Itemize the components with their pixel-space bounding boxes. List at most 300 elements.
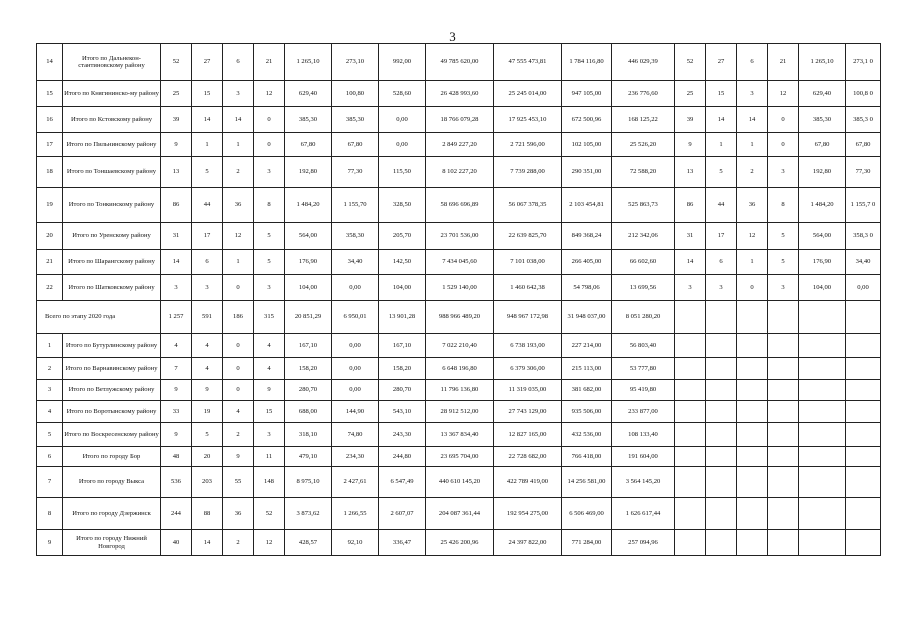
cell-col-16 — [799, 358, 846, 380]
cell-col-11: 3 564 145,20 — [612, 467, 675, 498]
cell-col-15 — [768, 301, 799, 334]
cell-col-17 — [846, 498, 881, 530]
cell-col-1: 52 — [161, 44, 192, 81]
cell-col-7: 2 607,07 — [379, 498, 426, 530]
cell-col-6: 77,30 — [332, 157, 379, 188]
table-row — [37, 467, 881, 498]
cell-col-7: 158,20 — [379, 358, 426, 380]
row-name: Итого по городу Выкса — [63, 467, 161, 498]
cell-col-6: 100,80 — [332, 81, 379, 107]
cell-col-10: 381 682,00 — [562, 380, 612, 401]
cell-col-5: 8 975,10 — [285, 467, 332, 498]
table-row — [37, 157, 881, 188]
row-number: 6 — [37, 447, 63, 467]
cell-col-9: 25 245 014,00 — [494, 81, 562, 107]
cell-col-2: 5 — [192, 423, 223, 447]
table-row — [37, 380, 881, 401]
cell-col-15 — [768, 467, 799, 498]
cell-col-4: 0 — [254, 107, 285, 133]
cell-col-16 — [799, 467, 846, 498]
cell-col-9: 47 555 473,81 — [494, 44, 562, 81]
cell-col-14 — [737, 530, 768, 556]
cell-col-6: 0,00 — [332, 380, 379, 401]
cell-col-8: 28 912 512,00 — [426, 401, 494, 423]
row-name: Итого по Воротынскому району — [63, 401, 161, 423]
cell-col-4: 21 — [254, 44, 285, 81]
cell-col-5: 167,10 — [285, 334, 332, 358]
cell-col-13: 15 — [706, 81, 737, 107]
cell-col-14: 0 — [737, 275, 768, 301]
cell-col-7: 167,10 — [379, 334, 426, 358]
cell-col-10: 935 506,00 — [562, 401, 612, 423]
cell-col-9: 22 639 825,70 — [494, 223, 562, 250]
page-number: 3 — [449, 29, 456, 44]
cell-col-1: 14 — [161, 250, 192, 275]
row-number: 2 — [37, 358, 63, 380]
row-name: Итого по Тоншаевскому району — [63, 157, 161, 188]
cell-col-11: 53 777,80 — [612, 358, 675, 380]
cell-col-3: 4 — [223, 401, 254, 423]
row-number: 16 — [37, 107, 63, 133]
cell-col-16: 1 484,20 — [799, 188, 846, 223]
cell-col-11: 95 419,80 — [612, 380, 675, 401]
cell-col-14 — [737, 498, 768, 530]
cell-col-13 — [706, 401, 737, 423]
cell-col-3: 2 — [223, 423, 254, 447]
cell-col-11: 212 342,06 — [612, 223, 675, 250]
cell-col-16: 1 265,10 — [799, 44, 846, 81]
cell-col-5: 1 484,20 — [285, 188, 332, 223]
cell-col-2: 1 — [192, 133, 223, 157]
cell-col-10: 672 500,96 — [562, 107, 612, 133]
table-row — [37, 223, 881, 250]
cell-col-13 — [706, 447, 737, 467]
cell-col-10: 290 351,00 — [562, 157, 612, 188]
cell-col-1: 48 — [161, 447, 192, 467]
row-number: 22 — [37, 275, 63, 301]
cell-col-6: 1 266,55 — [332, 498, 379, 530]
cell-col-5: 67,80 — [285, 133, 332, 157]
row-number: 8 — [37, 498, 63, 530]
cell-col-2: 15 — [192, 81, 223, 107]
cell-col-9: 7 739 288,00 — [494, 157, 562, 188]
housing-program-table — [36, 43, 881, 556]
cell-col-15 — [768, 334, 799, 358]
cell-col-12 — [675, 530, 706, 556]
cell-col-6: 1 155,70 — [332, 188, 379, 223]
cell-col-12 — [675, 358, 706, 380]
cell-col-3: 186 — [223, 301, 254, 334]
cell-col-3: 0 — [223, 334, 254, 358]
cell-col-8: 26 428 993,60 — [426, 81, 494, 107]
cell-col-2: 14 — [192, 107, 223, 133]
cell-col-8: 2 849 227,20 — [426, 133, 494, 157]
cell-col-8: 23 701 536,00 — [426, 223, 494, 250]
cell-col-15 — [768, 498, 799, 530]
cell-col-16: 385,30 — [799, 107, 846, 133]
cell-col-16: 629,40 — [799, 81, 846, 107]
table-total-row — [37, 301, 881, 334]
cell-col-13: 27 — [706, 44, 737, 81]
cell-col-14 — [737, 447, 768, 467]
cell-col-8: 6 648 196,80 — [426, 358, 494, 380]
row-number: 14 — [37, 44, 63, 81]
cell-col-2: 4 — [192, 334, 223, 358]
cell-col-15 — [768, 447, 799, 467]
cell-col-3: 14 — [223, 107, 254, 133]
cell-col-11: 446 029,39 — [612, 44, 675, 81]
cell-col-4: 4 — [254, 334, 285, 358]
cell-col-15: 3 — [768, 275, 799, 301]
cell-col-10: 1 784 116,80 — [562, 44, 612, 81]
cell-col-3: 3 — [223, 81, 254, 107]
table-row — [37, 401, 881, 423]
cell-col-4: 5 — [254, 223, 285, 250]
cell-col-3: 12 — [223, 223, 254, 250]
cell-col-12 — [675, 467, 706, 498]
cell-col-3: 0 — [223, 275, 254, 301]
cell-col-2: 591 — [192, 301, 223, 334]
cell-col-10: 215 113,00 — [562, 358, 612, 380]
cell-col-13: 14 — [706, 107, 737, 133]
row-name: Итого по городу Бор — [63, 447, 161, 467]
cell-col-11: 8 051 280,20 — [612, 301, 675, 334]
cell-col-17: 358,3 0 — [846, 223, 881, 250]
cell-col-12: 86 — [675, 188, 706, 223]
cell-col-8: 8 102 227,20 — [426, 157, 494, 188]
cell-col-5: 176,90 — [285, 250, 332, 275]
cell-col-7: 6 547,49 — [379, 467, 426, 498]
cell-col-15 — [768, 401, 799, 423]
cell-col-1: 9 — [161, 380, 192, 401]
cell-col-2: 5 — [192, 157, 223, 188]
cell-col-8: 7 022 210,40 — [426, 334, 494, 358]
cell-col-9: 11 319 035,00 — [494, 380, 562, 401]
cell-col-4: 12 — [254, 81, 285, 107]
cell-col-16: 104,00 — [799, 275, 846, 301]
cell-col-4: 3 — [254, 423, 285, 447]
cell-col-12: 25 — [675, 81, 706, 107]
cell-col-15 — [768, 358, 799, 380]
cell-col-15 — [768, 530, 799, 556]
cell-col-13: 1 — [706, 133, 737, 157]
cell-col-12 — [675, 301, 706, 334]
cell-col-17: 77,30 — [846, 157, 881, 188]
cell-col-1: 25 — [161, 81, 192, 107]
cell-col-1: 7 — [161, 358, 192, 380]
cell-col-13: 17 — [706, 223, 737, 250]
table-row — [37, 44, 881, 81]
cell-col-8: 58 696 696,89 — [426, 188, 494, 223]
cell-col-16 — [799, 301, 846, 334]
cell-col-9: 6 738 193,00 — [494, 334, 562, 358]
cell-col-15: 12 — [768, 81, 799, 107]
cell-col-10: 432 536,00 — [562, 423, 612, 447]
cell-col-14: 14 — [737, 107, 768, 133]
cell-col-17 — [846, 423, 881, 447]
cell-col-14: 12 — [737, 223, 768, 250]
row-number: 15 — [37, 81, 63, 107]
cell-col-11: 72 588,20 — [612, 157, 675, 188]
cell-col-14 — [737, 358, 768, 380]
cell-col-16 — [799, 334, 846, 358]
cell-col-13: 6 — [706, 250, 737, 275]
cell-col-12 — [675, 498, 706, 530]
cell-col-14: 1 — [737, 250, 768, 275]
cell-col-3: 2 — [223, 157, 254, 188]
cell-col-5: 1 265,10 — [285, 44, 332, 81]
cell-col-11: 525 863,73 — [612, 188, 675, 223]
cell-col-12: 52 — [675, 44, 706, 81]
cell-col-11: 233 877,00 — [612, 401, 675, 423]
cell-col-14: 2 — [737, 157, 768, 188]
cell-col-15: 21 — [768, 44, 799, 81]
cell-col-9: 422 789 419,00 — [494, 467, 562, 498]
cell-col-1: 86 — [161, 188, 192, 223]
cell-col-5: 318,10 — [285, 423, 332, 447]
cell-col-2: 88 — [192, 498, 223, 530]
row-name: Всего по этапу 2020 года — [37, 301, 161, 334]
cell-col-14 — [737, 423, 768, 447]
cell-col-5: 104,00 — [285, 275, 332, 301]
cell-col-6: 0,00 — [332, 334, 379, 358]
cell-col-5: 428,57 — [285, 530, 332, 556]
cell-col-13 — [706, 301, 737, 334]
cell-col-14: 1 — [737, 133, 768, 157]
table-row — [37, 81, 881, 107]
cell-col-4: 52 — [254, 498, 285, 530]
cell-col-10: 102 105,00 — [562, 133, 612, 157]
cell-col-5: 3 873,62 — [285, 498, 332, 530]
cell-col-5: 564,00 — [285, 223, 332, 250]
row-name: Итого по Ветлужскому району — [63, 380, 161, 401]
cell-col-13 — [706, 423, 737, 447]
cell-col-7: 0,00 — [379, 107, 426, 133]
cell-col-1: 39 — [161, 107, 192, 133]
table-row — [37, 358, 881, 380]
row-name: Итого по Княгининско-му району — [63, 81, 161, 107]
cell-col-16 — [799, 380, 846, 401]
cell-col-17: 385,3 0 — [846, 107, 881, 133]
cell-col-1: 13 — [161, 157, 192, 188]
cell-col-16: 192,80 — [799, 157, 846, 188]
cell-col-11: 257 094,96 — [612, 530, 675, 556]
cell-col-10: 227 214,00 — [562, 334, 612, 358]
cell-col-2: 17 — [192, 223, 223, 250]
cell-col-14 — [737, 301, 768, 334]
cell-col-4: 15 — [254, 401, 285, 423]
row-name: Итого по городу Нижний Новгород — [63, 530, 161, 556]
cell-col-16 — [799, 498, 846, 530]
cell-col-7: 992,00 — [379, 44, 426, 81]
cell-col-11: 13 699,56 — [612, 275, 675, 301]
cell-col-9: 24 397 822,00 — [494, 530, 562, 556]
cell-col-6: 144,90 — [332, 401, 379, 423]
cell-col-2: 27 — [192, 44, 223, 81]
cell-col-1: 3 — [161, 275, 192, 301]
cell-col-7: 13 901,28 — [379, 301, 426, 334]
row-name: Итого по Уренскому району — [63, 223, 161, 250]
cell-col-4: 0 — [254, 133, 285, 157]
cell-col-15 — [768, 380, 799, 401]
cell-col-7: 115,50 — [379, 157, 426, 188]
cell-col-9: 22 728 682,00 — [494, 447, 562, 467]
row-name: Итого по Варнавинскому району — [63, 358, 161, 380]
cell-col-16: 564,00 — [799, 223, 846, 250]
cell-col-14: 36 — [737, 188, 768, 223]
cell-col-10: 266 405,00 — [562, 250, 612, 275]
cell-col-17 — [846, 358, 881, 380]
cell-col-11: 25 526,20 — [612, 133, 675, 157]
cell-col-6: 234,30 — [332, 447, 379, 467]
cell-col-11: 236 776,60 — [612, 81, 675, 107]
cell-col-12 — [675, 423, 706, 447]
cell-col-2: 44 — [192, 188, 223, 223]
cell-col-9: 1 460 642,38 — [494, 275, 562, 301]
cell-col-6: 6 950,01 — [332, 301, 379, 334]
cell-col-16 — [799, 530, 846, 556]
cell-col-10: 771 284,00 — [562, 530, 612, 556]
cell-col-2: 6 — [192, 250, 223, 275]
cell-col-4: 148 — [254, 467, 285, 498]
cell-col-16 — [799, 423, 846, 447]
cell-col-12: 14 — [675, 250, 706, 275]
cell-col-5: 158,20 — [285, 358, 332, 380]
cell-col-15: 0 — [768, 133, 799, 157]
cell-col-1: 244 — [161, 498, 192, 530]
cell-col-10: 31 948 037,00 — [562, 301, 612, 334]
row-number: 21 — [37, 250, 63, 275]
cell-col-7: 142,50 — [379, 250, 426, 275]
cell-col-3: 36 — [223, 188, 254, 223]
cell-col-8: 988 966 489,20 — [426, 301, 494, 334]
table-row — [37, 107, 881, 133]
cell-col-2: 4 — [192, 358, 223, 380]
cell-col-14 — [737, 467, 768, 498]
cell-col-1: 33 — [161, 401, 192, 423]
cell-col-17 — [846, 467, 881, 498]
cell-col-9: 2 721 596,00 — [494, 133, 562, 157]
cell-col-9: 12 827 165,00 — [494, 423, 562, 447]
cell-col-8: 25 426 200,96 — [426, 530, 494, 556]
cell-col-13 — [706, 358, 737, 380]
cell-col-10: 54 798,06 — [562, 275, 612, 301]
cell-col-5: 629,40 — [285, 81, 332, 107]
row-number: 18 — [37, 157, 63, 188]
cell-col-4: 4 — [254, 358, 285, 380]
cell-col-4: 11 — [254, 447, 285, 467]
cell-col-8: 440 610 145,20 — [426, 467, 494, 498]
cell-col-5: 192,80 — [285, 157, 332, 188]
cell-col-3: 36 — [223, 498, 254, 530]
cell-col-14: 3 — [737, 81, 768, 107]
cell-col-3: 6 — [223, 44, 254, 81]
cell-col-11: 56 803,40 — [612, 334, 675, 358]
cell-col-1: 1 257 — [161, 301, 192, 334]
cell-col-1: 536 — [161, 467, 192, 498]
cell-col-6: 358,30 — [332, 223, 379, 250]
cell-col-13: 44 — [706, 188, 737, 223]
cell-col-14 — [737, 380, 768, 401]
row-name: Итого по Кстовскому району — [63, 107, 161, 133]
cell-col-7: 543,10 — [379, 401, 426, 423]
cell-col-12: 9 — [675, 133, 706, 157]
cell-col-17: 273,1 0 — [846, 44, 881, 81]
cell-col-2: 19 — [192, 401, 223, 423]
cell-col-10: 6 506 469,00 — [562, 498, 612, 530]
cell-col-3: 2 — [223, 530, 254, 556]
cell-col-10: 14 256 581,00 — [562, 467, 612, 498]
cell-col-14 — [737, 401, 768, 423]
cell-col-3: 1 — [223, 250, 254, 275]
cell-col-9: 27 743 129,00 — [494, 401, 562, 423]
cell-col-1: 9 — [161, 423, 192, 447]
cell-col-4: 5 — [254, 250, 285, 275]
cell-col-13 — [706, 380, 737, 401]
cell-col-1: 31 — [161, 223, 192, 250]
cell-col-1: 9 — [161, 133, 192, 157]
cell-col-15: 0 — [768, 107, 799, 133]
cell-col-3: 1 — [223, 133, 254, 157]
table-row — [37, 250, 881, 275]
cell-col-8: 23 695 704,00 — [426, 447, 494, 467]
cell-col-7: 205,70 — [379, 223, 426, 250]
cell-col-9: 56 067 378,35 — [494, 188, 562, 223]
table-row — [37, 188, 881, 223]
cell-col-15: 5 — [768, 250, 799, 275]
cell-col-2: 3 — [192, 275, 223, 301]
cell-col-7: 280,70 — [379, 380, 426, 401]
cell-col-11: 191 604,00 — [612, 447, 675, 467]
cell-col-16 — [799, 401, 846, 423]
cell-col-17 — [846, 447, 881, 467]
cell-col-5: 688,00 — [285, 401, 332, 423]
cell-col-12 — [675, 401, 706, 423]
cell-col-8: 1 529 140,00 — [426, 275, 494, 301]
cell-col-17 — [846, 301, 881, 334]
row-number: 9 — [37, 530, 63, 556]
cell-col-7: 0,00 — [379, 133, 426, 157]
table-row — [37, 498, 881, 530]
cell-col-10: 849 368,24 — [562, 223, 612, 250]
cell-col-15: 3 — [768, 157, 799, 188]
cell-col-16: 176,90 — [799, 250, 846, 275]
cell-col-9: 192 954 275,00 — [494, 498, 562, 530]
cell-col-12 — [675, 334, 706, 358]
cell-col-2: 203 — [192, 467, 223, 498]
cell-col-2: 9 — [192, 380, 223, 401]
cell-col-7: 336,47 — [379, 530, 426, 556]
cell-col-5: 479,10 — [285, 447, 332, 467]
cell-col-9: 948 967 172,98 — [494, 301, 562, 334]
cell-col-7: 243,30 — [379, 423, 426, 447]
row-name: Итого по Тонкинскому району — [63, 188, 161, 223]
row-name: Итого по городу Дзержинск — [63, 498, 161, 530]
cell-col-3: 0 — [223, 358, 254, 380]
cell-col-10: 766 418,00 — [562, 447, 612, 467]
cell-col-14: 6 — [737, 44, 768, 81]
cell-col-17 — [846, 401, 881, 423]
cell-col-8: 7 434 045,60 — [426, 250, 494, 275]
row-name: Итого по Воскресенскому району — [63, 423, 161, 447]
row-number: 7 — [37, 467, 63, 498]
cell-col-7: 244,80 — [379, 447, 426, 467]
cell-col-14 — [737, 334, 768, 358]
cell-col-5: 280,70 — [285, 380, 332, 401]
cell-col-11: 1 626 617,44 — [612, 498, 675, 530]
cell-col-6: 74,80 — [332, 423, 379, 447]
cell-col-12: 3 — [675, 275, 706, 301]
